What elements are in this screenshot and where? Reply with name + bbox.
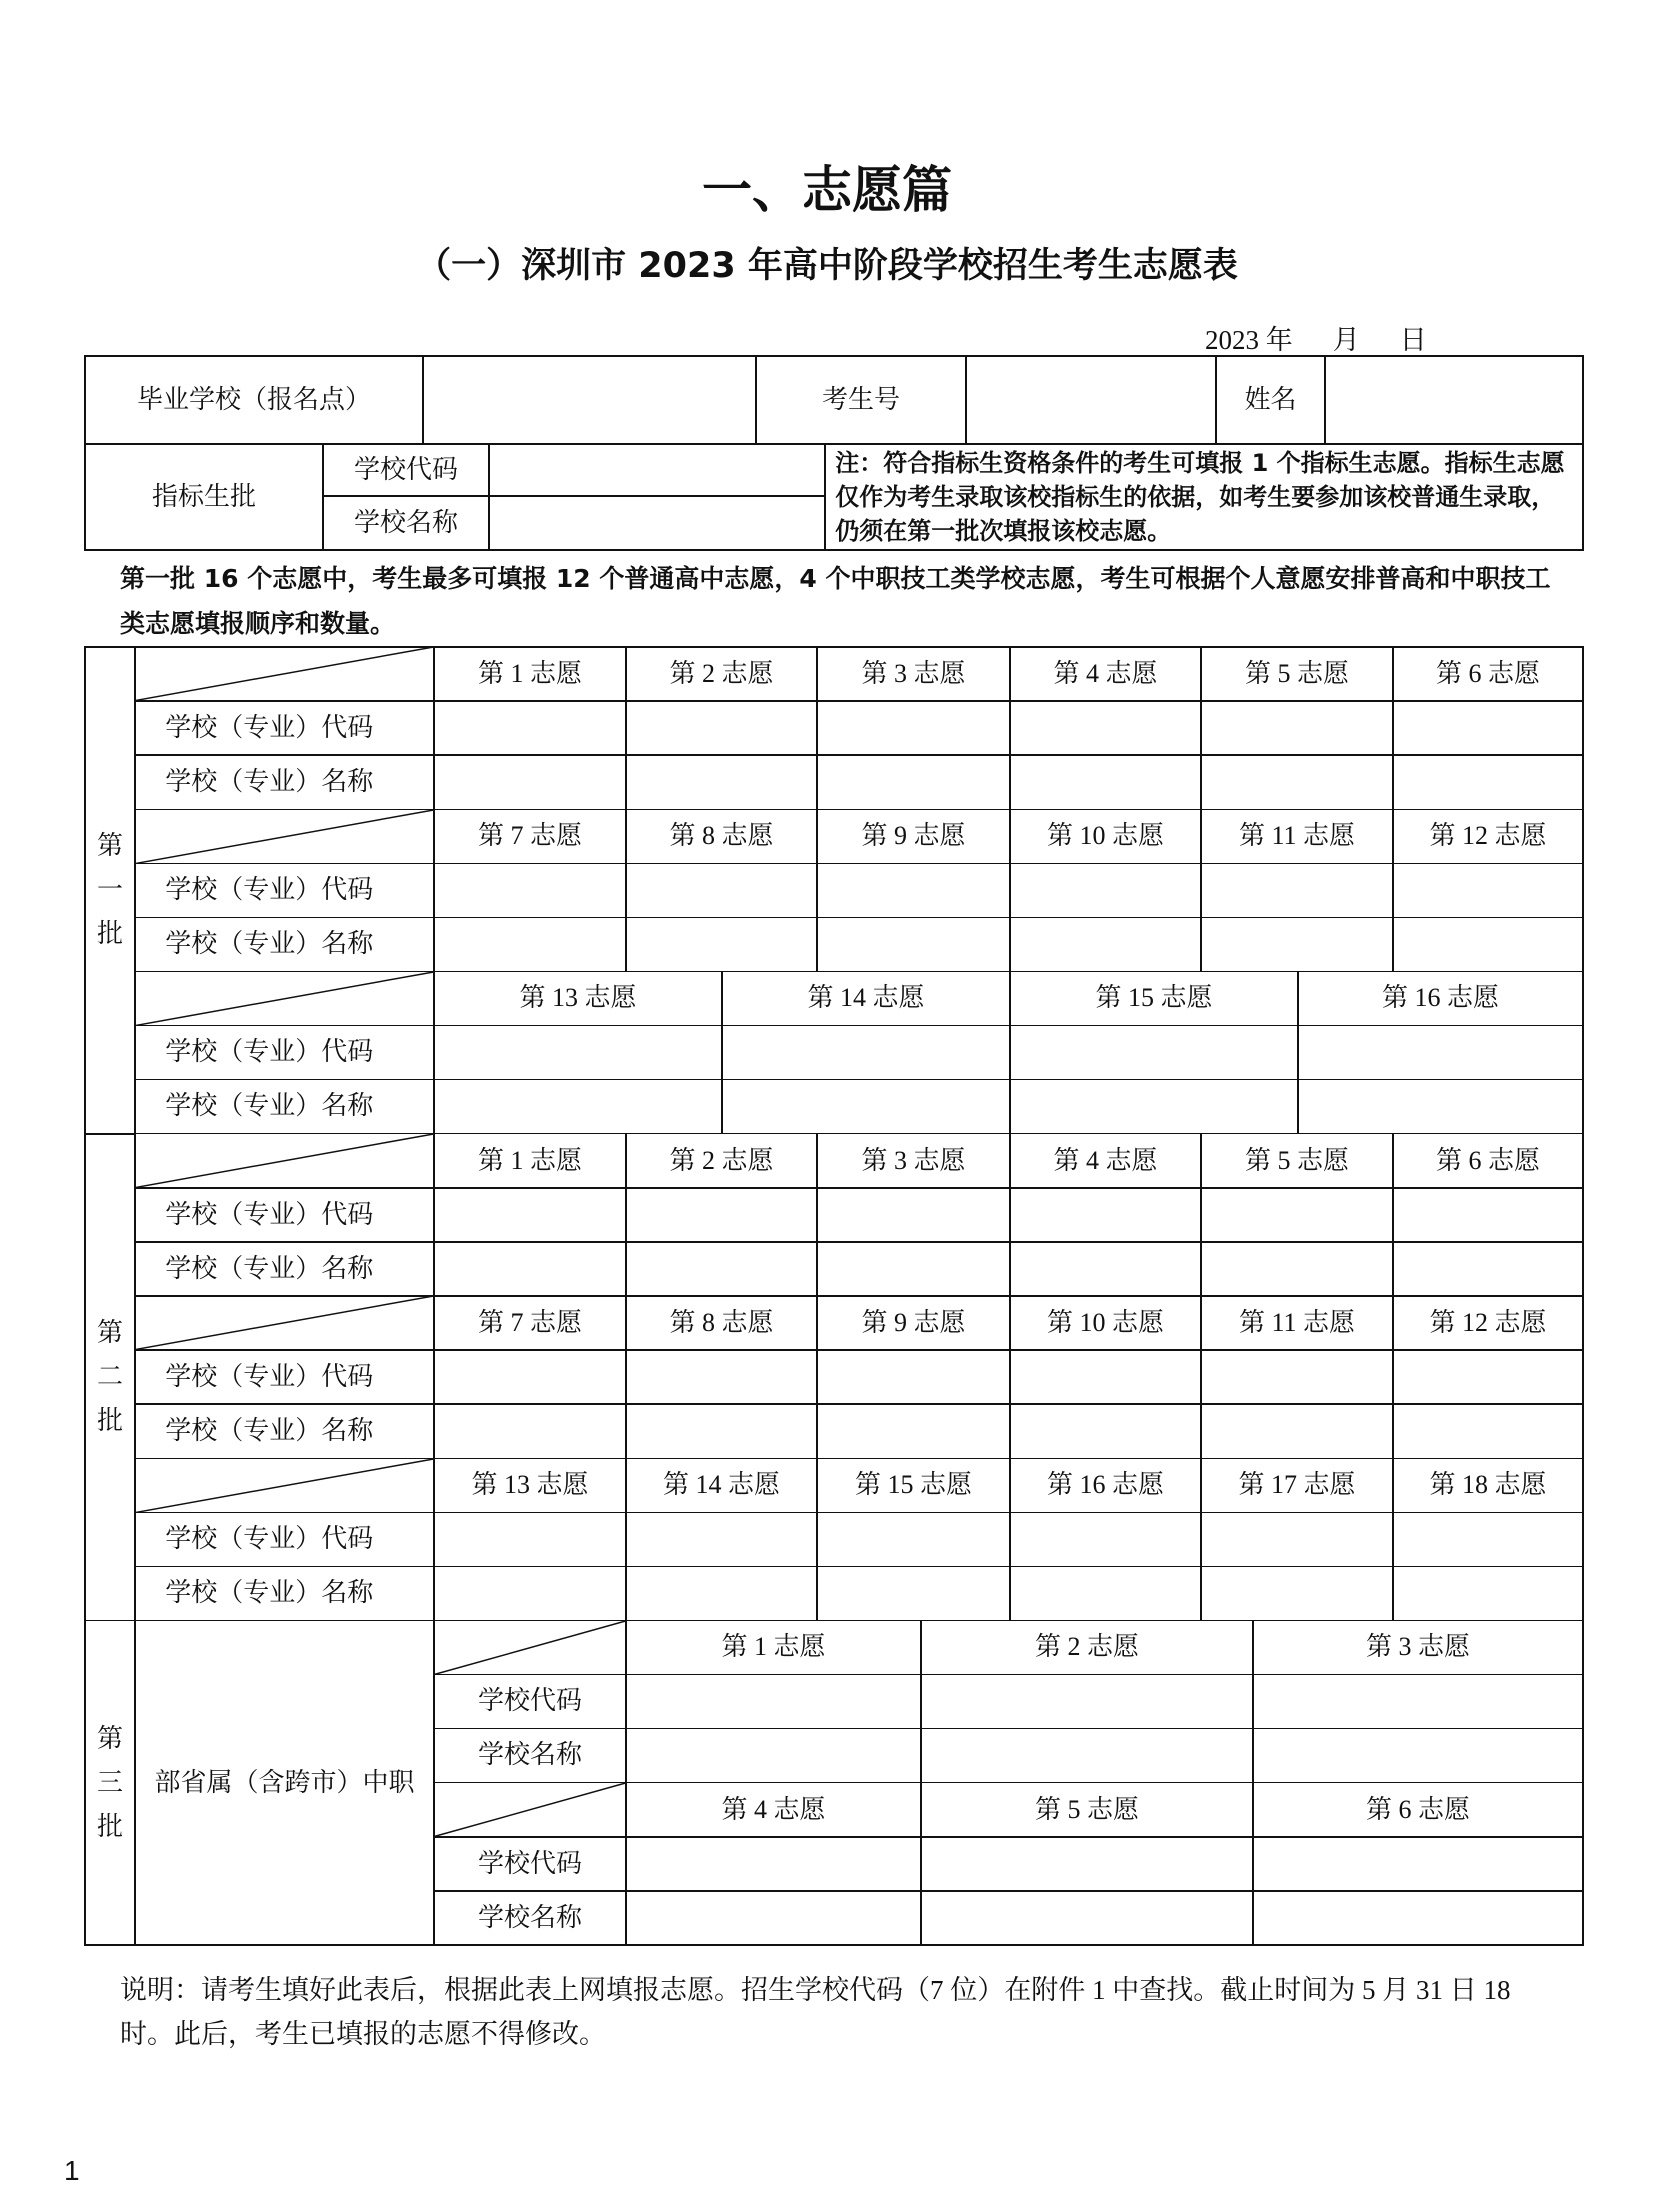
preference-header: 第 1 志愿 <box>625 1620 922 1676</box>
school-name-input[interactable] <box>1200 754 1394 810</box>
date-day: 日 <box>1399 325 1427 355</box>
preference-header: 第 8 志愿 <box>625 809 818 865</box>
quota-batch-label: 指标生批 <box>84 443 324 551</box>
quota-name-input[interactable] <box>488 495 826 551</box>
preference-header: 第 9 志愿 <box>816 1295 1011 1351</box>
school-code-input[interactable] <box>1200 700 1394 756</box>
preference-header: 第 17 志愿 <box>1200 1458 1394 1514</box>
batch-label <box>84 646 136 1134</box>
school-code-input[interactable] <box>816 1512 1011 1568</box>
preference-header: 第 13 志愿 <box>433 971 723 1027</box>
diagonal-header-cell <box>134 971 435 1027</box>
school-name-input[interactable] <box>816 1403 1011 1459</box>
school-code-input[interactable] <box>1297 1025 1584 1081</box>
diagonal-line <box>135 1134 434 1188</box>
preference-header: 第 3 志愿 <box>1252 1620 1584 1676</box>
school-name-input[interactable] <box>625 1566 818 1622</box>
school-name-input[interactable] <box>816 1241 1011 1297</box>
preference-header: 第 4 志愿 <box>1009 1133 1202 1189</box>
preference-header: 第 10 志愿 <box>1009 809 1202 865</box>
preference-header: 第 2 志愿 <box>920 1620 1254 1676</box>
school-code-input[interactable] <box>1200 863 1394 919</box>
school-name-input[interactable] <box>625 1890 922 1946</box>
school-name-input[interactable] <box>721 1079 1011 1135</box>
school-label: 毕业学校（报名点） <box>84 355 424 445</box>
row-label: 学校名称 <box>433 1890 627 1946</box>
school-code-input[interactable] <box>1200 1512 1394 1568</box>
school-name-input[interactable] <box>433 1403 627 1459</box>
school-code-input[interactable] <box>1009 1349 1202 1405</box>
row-label: 学校（专业）代码 <box>134 1025 435 1081</box>
batch-label-char: 第 <box>96 831 123 861</box>
school-code-input[interactable] <box>1009 1025 1299 1081</box>
batch-label-char: 批 <box>96 1406 123 1436</box>
exam-no-label: 考生号 <box>755 355 967 445</box>
school-code-input[interactable] <box>816 1187 1011 1243</box>
school-code-input[interactable] <box>920 1674 1254 1730</box>
diagonal-header-cell <box>433 1620 627 1676</box>
preference-header: 第 2 志愿 <box>625 646 818 702</box>
quota-code-input[interactable] <box>488 443 826 497</box>
school-code-input[interactable] <box>625 1349 818 1405</box>
diagonal-line <box>135 647 434 701</box>
row-label: 学校（专业）代码 <box>134 1512 435 1568</box>
school-code-input[interactable] <box>1252 1674 1584 1730</box>
school-code-input[interactable] <box>625 863 818 919</box>
school-name-input[interactable] <box>1009 1403 1202 1459</box>
school-code-input[interactable] <box>625 1512 818 1568</box>
preference-header: 第 6 志愿 <box>1392 646 1584 702</box>
diagonal-header-cell <box>433 1782 627 1838</box>
school-code-input[interactable] <box>816 1349 1011 1405</box>
preference-header: 第 15 志愿 <box>816 1458 1011 1514</box>
school-code-input[interactable] <box>816 700 1011 756</box>
preference-header: 第 4 志愿 <box>625 1782 922 1838</box>
school-name-input[interactable] <box>1392 1241 1584 1297</box>
row-label: 学校（专业）代码 <box>134 1349 435 1405</box>
school-name-input[interactable] <box>1392 1403 1584 1459</box>
preference-header: 第 10 志愿 <box>1009 1295 1202 1351</box>
diagonal-header-cell <box>134 1133 435 1189</box>
school-code-input[interactable] <box>433 1025 723 1081</box>
diagonal-line <box>434 1621 626 1675</box>
batch-label <box>84 1620 136 1946</box>
school-name-input[interactable] <box>625 754 818 810</box>
row-label: 学校（专业）名称 <box>134 1403 435 1459</box>
school-code-input[interactable] <box>1392 1349 1584 1405</box>
school-name-input[interactable] <box>1392 1566 1584 1622</box>
row-label: 学校（专业）名称 <box>134 1079 435 1135</box>
date-year: 2023 年 <box>1205 325 1293 355</box>
batch-label-char: 三 <box>96 1767 123 1797</box>
preference-header: 第 8 志愿 <box>625 1295 818 1351</box>
diagonal-line <box>135 972 434 1026</box>
row-label: 学校（专业）名称 <box>134 1241 435 1297</box>
school-code-input[interactable] <box>625 1836 922 1892</box>
school-name-input[interactable] <box>1200 1241 1394 1297</box>
row-label: 学校（专业）名称 <box>134 1566 435 1622</box>
school-code-input[interactable] <box>721 1025 1011 1081</box>
row-label: 学校名称 <box>433 1728 627 1784</box>
preference-header: 第 5 志愿 <box>1200 646 1394 702</box>
school-name-input[interactable] <box>625 1241 818 1297</box>
school-code-input[interactable] <box>1392 700 1584 756</box>
school-name-input[interactable] <box>433 1079 723 1135</box>
school-name-input[interactable] <box>1009 917 1202 973</box>
school-name-input[interactable] <box>1009 1079 1299 1135</box>
batch-label-char: 批 <box>96 919 123 949</box>
row-label: 学校代码 <box>433 1836 627 1892</box>
form-subtitle: （一）深圳市 2023 年高中阶段学校招生考生志愿表 <box>416 246 1238 286</box>
school-name-input[interactable] <box>1200 917 1394 973</box>
school-code-input[interactable] <box>1009 700 1202 756</box>
exam-no-input[interactable] <box>965 355 1217 445</box>
preference-header: 第 5 志愿 <box>920 1782 1254 1838</box>
diagonal-header-cell <box>134 1295 435 1351</box>
diagonal-header-cell <box>134 1458 435 1514</box>
preference-header: 第 9 志愿 <box>816 809 1011 865</box>
diagonal-line <box>434 1783 626 1837</box>
preference-header: 第 1 志愿 <box>433 1133 627 1189</box>
school-code-input[interactable] <box>920 1836 1254 1892</box>
preference-header: 第 2 志愿 <box>625 1133 818 1189</box>
batch-label-char: 批 <box>96 1811 123 1841</box>
school-name-input[interactable] <box>816 1566 1011 1622</box>
batch-label <box>84 1133 136 1621</box>
school-code-input[interactable] <box>1009 1512 1202 1568</box>
batch-label-char: 第 <box>96 1318 123 1348</box>
batch1-instruction: 第一批 16 个志愿中，考生最多可填报 12 个普通高中志愿，4 个中职技工类学校志愿，考生可根据个人意愿安排普高和中职技工类志愿填报顺序和数量。 <box>120 564 1551 638</box>
school-name-input[interactable] <box>1297 1079 1584 1135</box>
school-code-input[interactable] <box>625 1674 922 1730</box>
school-name-input[interactable] <box>433 1566 627 1622</box>
preference-header: 第 3 志愿 <box>816 1133 1011 1189</box>
school-code-input[interactable] <box>1009 1187 1202 1243</box>
school-code-input[interactable] <box>433 863 627 919</box>
school-code-input[interactable] <box>433 1349 627 1405</box>
preference-header: 第 12 志愿 <box>1392 809 1584 865</box>
school-code-input[interactable] <box>1252 1836 1584 1892</box>
page-number: 1 <box>64 2155 80 2186</box>
preference-header: 第 18 志愿 <box>1392 1458 1584 1514</box>
batch-category: 部省属（含跨市）中职 <box>134 1620 435 1946</box>
school-name-input[interactable] <box>625 1728 922 1784</box>
footer-note: 说明：请考生填好此表后，根据此表上网填报志愿。招生学校代码（7 位）在附件 1 中查找。截止时间为 5 月 31 日 18 时。此后，考生已填报的志愿不得修改。 <box>120 1975 1511 2049</box>
school-name-input[interactable] <box>433 1241 627 1297</box>
row-label: 学校（专业）代码 <box>134 700 435 756</box>
preference-header: 第 15 志愿 <box>1009 971 1299 1027</box>
school-name-input[interactable] <box>1009 754 1202 810</box>
preference-header: 第 13 志愿 <box>433 1458 627 1514</box>
school-code-input[interactable] <box>625 700 818 756</box>
school-name-input[interactable] <box>1392 917 1584 973</box>
school-name-input[interactable] <box>920 1890 1254 1946</box>
school-code-input[interactable] <box>1200 1349 1394 1405</box>
school-name-input[interactable] <box>1252 1728 1584 1784</box>
preference-header: 第 6 志愿 <box>1392 1133 1584 1189</box>
preference-header: 第 5 志愿 <box>1200 1133 1394 1189</box>
school-name-input[interactable] <box>816 754 1011 810</box>
preference-header: 第 11 志愿 <box>1200 1295 1394 1351</box>
diagonal-header-cell <box>134 809 435 865</box>
school-code-input[interactable] <box>1200 1187 1394 1243</box>
school-code-input[interactable] <box>1392 863 1584 919</box>
diagonal-line <box>135 1296 434 1350</box>
preference-header: 第 7 志愿 <box>433 809 627 865</box>
school-name-input[interactable] <box>625 1403 818 1459</box>
school-input[interactable] <box>422 355 757 445</box>
school-code-input[interactable] <box>433 1187 627 1243</box>
batch-label-char: 二 <box>96 1362 123 1392</box>
row-label: 学校（专业）名称 <box>134 754 435 810</box>
batch-label-char: 一 <box>96 875 123 905</box>
quota-note: 注：符合指标生资格条件的考生可填报 1 个指标生志愿。指标生志愿仅作为考生录取该校指标生的依据，如考生要参加该校普通生录取，仍须在第一批次填报该校志愿。 <box>824 443 1584 551</box>
school-name-input[interactable] <box>1200 1566 1394 1622</box>
batch-label-char: 第 <box>96 1723 123 1753</box>
school-code-input[interactable] <box>1392 1512 1584 1568</box>
row-label: 学校（专业）代码 <box>134 863 435 919</box>
school-code-input[interactable] <box>816 863 1011 919</box>
school-name-input[interactable] <box>1200 1403 1394 1459</box>
school-name-input[interactable] <box>433 917 627 973</box>
preference-header: 第 16 志愿 <box>1297 971 1584 1027</box>
preference-header: 第 14 志愿 <box>625 1458 818 1514</box>
preference-header: 第 4 志愿 <box>1009 646 1202 702</box>
quota-code-label: 学校代码 <box>322 443 490 497</box>
school-code-input[interactable] <box>433 1512 627 1568</box>
school-name-input[interactable] <box>1252 1890 1584 1946</box>
school-code-input[interactable] <box>625 1187 818 1243</box>
page-title: 一、志愿篇 <box>702 161 952 219</box>
quota-name-label: 学校名称 <box>322 495 490 551</box>
name-input[interactable] <box>1324 355 1584 445</box>
school-name-input[interactable] <box>1009 1566 1202 1622</box>
row-label: 学校（专业）名称 <box>134 917 435 973</box>
school-code-input[interactable] <box>1392 1187 1584 1243</box>
preference-header: 第 7 志愿 <box>433 1295 627 1351</box>
school-code-input[interactable] <box>433 700 627 756</box>
row-label: 学校代码 <box>433 1674 627 1730</box>
school-code-input[interactable] <box>1009 863 1202 919</box>
diagonal-header-cell <box>134 646 435 702</box>
school-name-input[interactable] <box>816 917 1011 973</box>
school-name-input[interactable] <box>1009 1241 1202 1297</box>
date-line <box>1205 318 1467 357</box>
date-month: 月 <box>1332 325 1360 355</box>
preference-header: 第 16 志愿 <box>1009 1458 1202 1514</box>
preference-header: 第 6 志愿 <box>1252 1782 1584 1838</box>
school-name-input[interactable] <box>1392 754 1584 810</box>
school-name-input[interactable] <box>625 917 818 973</box>
school-name-input[interactable] <box>920 1728 1254 1784</box>
school-name-input[interactable] <box>433 754 627 810</box>
name-label: 姓名 <box>1215 355 1326 445</box>
row-label: 学校（专业）代码 <box>134 1187 435 1243</box>
diagonal-line <box>135 1459 434 1513</box>
preference-header: 第 3 志愿 <box>816 646 1011 702</box>
preference-header: 第 1 志愿 <box>433 646 627 702</box>
preference-header: 第 11 志愿 <box>1200 809 1394 865</box>
preference-header: 第 14 志愿 <box>721 971 1011 1027</box>
preference-header: 第 12 志愿 <box>1392 1295 1584 1351</box>
diagonal-line <box>135 810 434 864</box>
